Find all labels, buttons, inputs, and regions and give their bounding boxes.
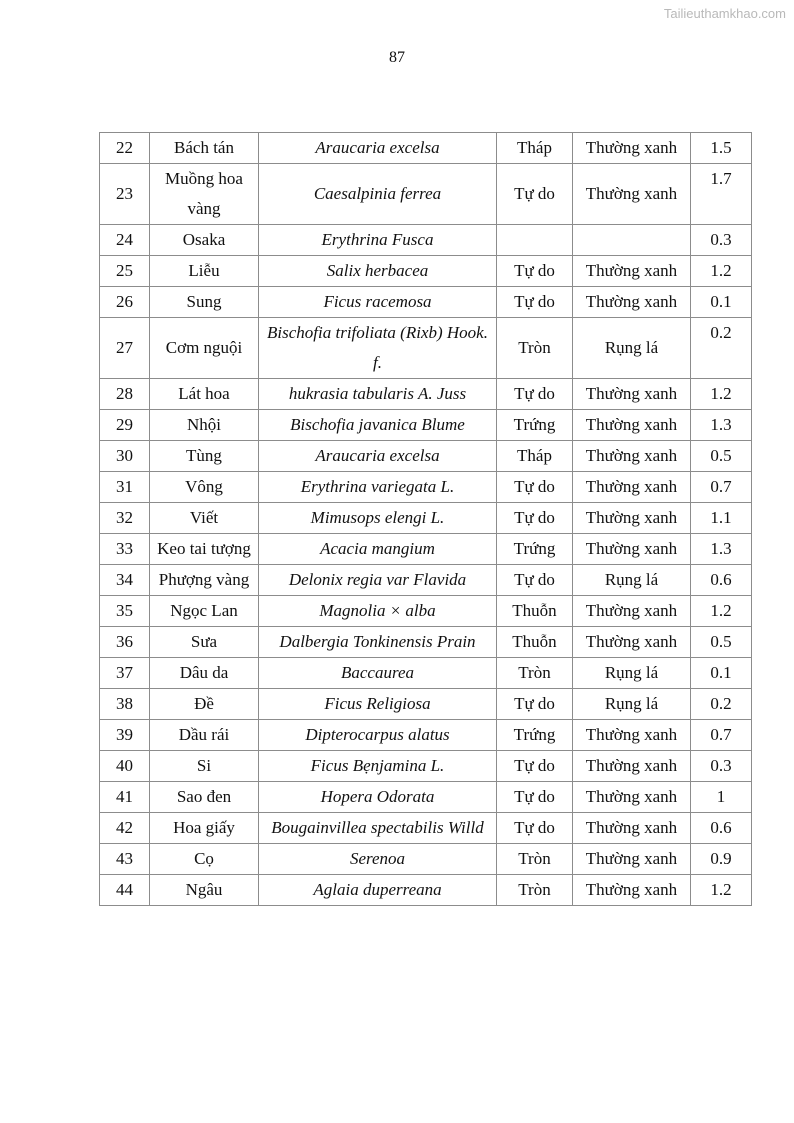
table-row <box>100 379 752 410</box>
cell-common-name: Osaka <box>150 225 259 256</box>
cell-number: 32 <box>100 503 150 534</box>
cell-foliage-type: Rụng lá <box>573 689 691 720</box>
cell-foliage-type: Thường xanh <box>573 133 691 164</box>
table-row <box>100 164 752 225</box>
table-row <box>100 565 752 596</box>
cell-common-name: Si <box>150 751 259 782</box>
table-row <box>100 658 752 689</box>
cell-foliage-type: Thường xanh <box>573 503 691 534</box>
cell-value: 1.2 <box>691 875 752 906</box>
cell-number: 26 <box>100 287 150 318</box>
cell-canopy-shape: Tự do <box>497 689 573 720</box>
cell-scientific-name: Ficus racemosa <box>259 287 497 318</box>
cell-value: 0.7 <box>691 472 752 503</box>
table-row <box>100 410 752 441</box>
cell-common-name: Sao đen <box>150 782 259 813</box>
cell-number: 27 <box>100 318 150 379</box>
cell-foliage-type: Thường xanh <box>573 627 691 658</box>
cell-scientific-name: Salix herbacea <box>259 256 497 287</box>
cell-number: 25 <box>100 256 150 287</box>
cell-scientific-name: Araucaria excelsa <box>259 133 497 164</box>
cell-scientific-name: Erythrina Fusca <box>259 225 497 256</box>
cell-foliage-type: Thường xanh <box>573 534 691 565</box>
cell-scientific-name: hukrasia tabularis A. Juss <box>259 379 497 410</box>
cell-number: 23 <box>100 164 150 225</box>
cell-common-name: Muồng hoa vàng <box>150 164 259 225</box>
cell-number: 38 <box>100 689 150 720</box>
cell-number: 42 <box>100 813 150 844</box>
cell-foliage-type: Thường xanh <box>573 164 691 225</box>
table-row <box>100 782 752 813</box>
cell-value: 0.1 <box>691 287 752 318</box>
cell-value: 0.1 <box>691 658 752 689</box>
cell-common-name: Tùng <box>150 441 259 472</box>
cell-scientific-name: Bischofia javanica Blume <box>259 410 497 441</box>
table-row <box>100 133 752 164</box>
cell-canopy-shape: Tự do <box>497 472 573 503</box>
cell-common-name: Đề <box>150 689 259 720</box>
cell-foliage-type <box>573 225 691 256</box>
cell-foliage-type: Thường xanh <box>573 844 691 875</box>
cell-canopy-shape: Tròn <box>497 844 573 875</box>
table-row <box>100 689 752 720</box>
cell-canopy-shape: Tháp <box>497 441 573 472</box>
cell-number: 30 <box>100 441 150 472</box>
cell-common-name: Sung <box>150 287 259 318</box>
cell-value: 1.5 <box>691 133 752 164</box>
cell-common-name: Bách tán <box>150 133 259 164</box>
cell-common-name: Vông <box>150 472 259 503</box>
cell-scientific-name: Ficus Religiosa <box>259 689 497 720</box>
cell-common-name: Phượng vàng <box>150 565 259 596</box>
cell-scientific-name: Magnolia × alba <box>259 596 497 627</box>
cell-foliage-type: Rụng lá <box>573 318 691 379</box>
cell-value: 0.3 <box>691 225 752 256</box>
cell-foliage-type: Thường xanh <box>573 782 691 813</box>
cell-value: 1.2 <box>691 379 752 410</box>
cell-number: 31 <box>100 472 150 503</box>
cell-value: 0.5 <box>691 627 752 658</box>
cell-canopy-shape: Tự do <box>497 379 573 410</box>
cell-common-name: Dâu da <box>150 658 259 689</box>
cell-scientific-name: Acacia mangium <box>259 534 497 565</box>
cell-number: 28 <box>100 379 150 410</box>
cell-value: 0.6 <box>691 813 752 844</box>
cell-scientific-name: Caesalpinia ferrea <box>259 164 497 225</box>
cell-value: 0.6 <box>691 565 752 596</box>
table-row <box>100 720 752 751</box>
cell-number: 33 <box>100 534 150 565</box>
cell-foliage-type: Rụng lá <box>573 565 691 596</box>
cell-canopy-shape: Tròn <box>497 318 573 379</box>
cell-number: 29 <box>100 410 150 441</box>
cell-canopy-shape: Tự do <box>497 287 573 318</box>
cell-canopy-shape: Tự do <box>497 751 573 782</box>
cell-scientific-name: Baccaurea <box>259 658 497 689</box>
cell-scientific-name: Delonix regia var Flavida <box>259 565 497 596</box>
cell-value: 0.3 <box>691 751 752 782</box>
table-row <box>100 534 752 565</box>
cell-value: 1.2 <box>691 596 752 627</box>
cell-canopy-shape: Tự do <box>497 782 573 813</box>
cell-canopy-shape: Tự do <box>497 256 573 287</box>
table-row <box>100 225 752 256</box>
cell-common-name: Hoa giấy <box>150 813 259 844</box>
cell-common-name: Viết <box>150 503 259 534</box>
cell-common-name: Dầu rái <box>150 720 259 751</box>
cell-number: 34 <box>100 565 150 596</box>
cell-number: 40 <box>100 751 150 782</box>
cell-common-name: Lát hoa <box>150 379 259 410</box>
watermark: Tailieuthamkhao.com <box>663 6 786 21</box>
cell-number: 37 <box>100 658 150 689</box>
plant-table-body <box>100 133 752 906</box>
cell-canopy-shape <box>497 225 573 256</box>
table-row <box>100 596 752 627</box>
cell-scientific-name: Bougainvillea spectabilis Willd <box>259 813 497 844</box>
cell-canopy-shape: Tròn <box>497 658 573 689</box>
cell-foliage-type: Thường xanh <box>573 751 691 782</box>
plant-table <box>99 132 752 906</box>
cell-canopy-shape: Tự do <box>497 164 573 225</box>
cell-number: 22 <box>100 133 150 164</box>
cell-foliage-type: Thường xanh <box>573 379 691 410</box>
cell-scientific-name: Dalbergia Tonkinensis Prain <box>259 627 497 658</box>
cell-canopy-shape: Tự do <box>497 503 573 534</box>
cell-foliage-type: Thường xanh <box>573 472 691 503</box>
cell-scientific-name: Aglaia duperreana <box>259 875 497 906</box>
cell-foliage-type: Thường xanh <box>573 813 691 844</box>
cell-value: 1.7 <box>691 164 752 225</box>
cell-common-name: Sưa <box>150 627 259 658</box>
table-row <box>100 503 752 534</box>
cell-number: 36 <box>100 627 150 658</box>
cell-common-name: Nhội <box>150 410 259 441</box>
cell-value: 0.7 <box>691 720 752 751</box>
cell-foliage-type: Rụng lá <box>573 658 691 689</box>
table-row <box>100 844 752 875</box>
cell-canopy-shape: Tròn <box>497 875 573 906</box>
table-row <box>100 441 752 472</box>
cell-foliage-type: Thường xanh <box>573 410 691 441</box>
cell-common-name: Liễu <box>150 256 259 287</box>
cell-canopy-shape: Trứng <box>497 410 573 441</box>
cell-scientific-name: Erythrina variegata L. <box>259 472 497 503</box>
cell-value: 0.5 <box>691 441 752 472</box>
cell-scientific-name: Ficus Bẹnjamina L. <box>259 751 497 782</box>
cell-canopy-shape: Tháp <box>497 133 573 164</box>
cell-common-name: Cọ <box>150 844 259 875</box>
table-row <box>100 472 752 503</box>
cell-number: 39 <box>100 720 150 751</box>
cell-common-name: Cơm nguội <box>150 318 259 379</box>
cell-foliage-type: Thường xanh <box>573 720 691 751</box>
cell-value: 1 <box>691 782 752 813</box>
table-row <box>100 287 752 318</box>
cell-number: 24 <box>100 225 150 256</box>
cell-foliage-type: Thường xanh <box>573 875 691 906</box>
cell-number: 43 <box>100 844 150 875</box>
cell-value: 1.3 <box>691 410 752 441</box>
cell-canopy-shape: Thuỗn <box>497 627 573 658</box>
cell-scientific-name: Araucaria excelsa <box>259 441 497 472</box>
cell-value: 0.2 <box>691 689 752 720</box>
cell-common-name: Keo tai tượng <box>150 534 259 565</box>
cell-canopy-shape: Tự do <box>497 813 573 844</box>
cell-number: 44 <box>100 875 150 906</box>
cell-value: 1.2 <box>691 256 752 287</box>
cell-foliage-type: Thường xanh <box>573 596 691 627</box>
cell-canopy-shape: Trứng <box>497 720 573 751</box>
cell-common-name: Ngọc Lan <box>150 596 259 627</box>
cell-foliage-type: Thường xanh <box>573 441 691 472</box>
page-number: 87 <box>389 49 405 66</box>
cell-common-name: Ngâu <box>150 875 259 906</box>
table-row <box>100 256 752 287</box>
table-row <box>100 751 752 782</box>
cell-value: 0.9 <box>691 844 752 875</box>
cell-scientific-name: Mimusops elengi L. <box>259 503 497 534</box>
table-row <box>100 875 752 906</box>
cell-number: 41 <box>100 782 150 813</box>
cell-canopy-shape: Tự do <box>497 565 573 596</box>
cell-foliage-type: Thường xanh <box>573 256 691 287</box>
cell-number: 35 <box>100 596 150 627</box>
cell-value: 1.3 <box>691 534 752 565</box>
table-row <box>100 318 752 379</box>
table-row <box>100 627 752 658</box>
cell-scientific-name: Dipterocarpus alatus <box>259 720 497 751</box>
cell-canopy-shape: Trứng <box>497 534 573 565</box>
table-row <box>100 813 752 844</box>
cell-scientific-name: Bischofia trifoliata (Rixb) Hook. f. <box>259 318 497 379</box>
cell-canopy-shape: Thuỗn <box>497 596 573 627</box>
cell-scientific-name: Serenoa <box>259 844 497 875</box>
cell-scientific-name: Hopera Odorata <box>259 782 497 813</box>
cell-foliage-type: Thường xanh <box>573 287 691 318</box>
cell-value: 1.1 <box>691 503 752 534</box>
cell-value: 0.2 <box>691 318 752 379</box>
